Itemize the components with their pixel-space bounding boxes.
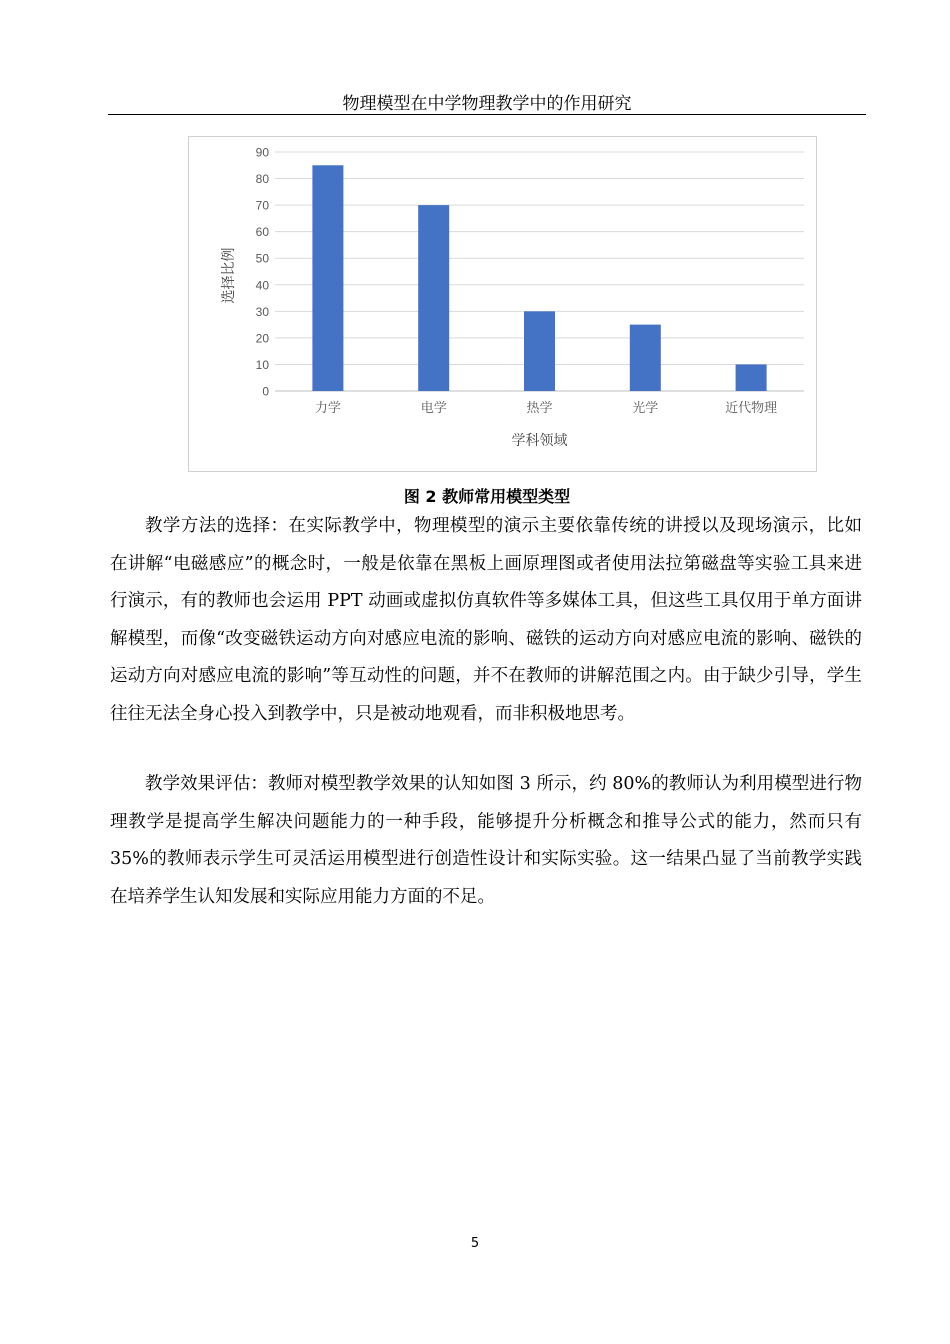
bar-2	[524, 311, 555, 391]
y-tick-label: 60	[255, 225, 269, 240]
x-tick-label: 电学	[420, 400, 447, 415]
y-tick-label: 0	[262, 384, 269, 399]
page-number: 5	[470, 1236, 480, 1251]
x-tick-label: 力学	[314, 400, 341, 415]
header-rule	[108, 114, 866, 115]
bar-4	[736, 364, 767, 391]
y-tick-label: 80	[255, 172, 269, 187]
figure-caption: 图 2 教师常用模型类型	[403, 487, 571, 506]
y-tick-label: 30	[255, 304, 269, 319]
x-tick-label: 光学	[632, 400, 659, 415]
y-tick-label: 70	[255, 198, 269, 213]
y-axis-label: 选择比例	[220, 247, 236, 304]
y-tick-label: 50	[255, 251, 269, 266]
paragraph-teaching-method: 教学方法的选择：在实际教学中，物理模型的演示主要依靠传统的讲授以及现场演示，比如在讲解“电磁感应”的概念时，一般是依靠在黑板上画原理图或者使用法拉第磁盘等实验工具来进行演示，有的教师也会运用 PPT 动画或虚拟仿真软件等多媒体工具，但这些工具仅用于单方面讲解模型，而像“改变磁铁运动方向对感应电流的影响、磁铁的运动方向对感应电流的影响、磁铁的运动方向对感应电流的影响”等互动性的问题，并不在教师的讲解范围之内。由于缺少引导，学生往往无法全身心投入到教学中，只是被动地观看，而非积极地思考。	[110, 516, 862, 724]
running-header: 物理模型在中学物理教学中的作用研究	[342, 94, 632, 114]
bar-chart-svg	[189, 137, 818, 473]
paragraph-teaching-evaluation: 教学效果评估：教师对模型教学效果的认知如图 3 所示，约 80%的教师认为利用模型进行物理教学是提高学生解决问题能力的一种手段，能够提升分析概念和推导公式的能力，然而只有 35%的教师表示学生可灵活运用模型进行创造性设计和实际实验。这一结果凸显了当前教学实践在培养学生认知发展和实际应用能力方面的不足。	[110, 774, 862, 907]
bar-0	[312, 165, 343, 391]
bars	[312, 165, 766, 391]
y-tick-label: 90	[255, 145, 269, 160]
x-tick-labels	[315, 400, 777, 415]
y-tick-label: 20	[255, 331, 269, 346]
x-tick-label: 近代物理	[725, 400, 778, 415]
bar-chart	[188, 136, 817, 472]
y-tick-label: 40	[255, 278, 269, 293]
x-axis-label: 学科领域	[511, 432, 568, 448]
bar-3	[630, 325, 661, 391]
x-tick-label: 热学	[526, 400, 553, 415]
bar-1	[418, 205, 449, 391]
y-tick-labels	[256, 146, 270, 399]
y-tick-label: 10	[255, 357, 269, 372]
